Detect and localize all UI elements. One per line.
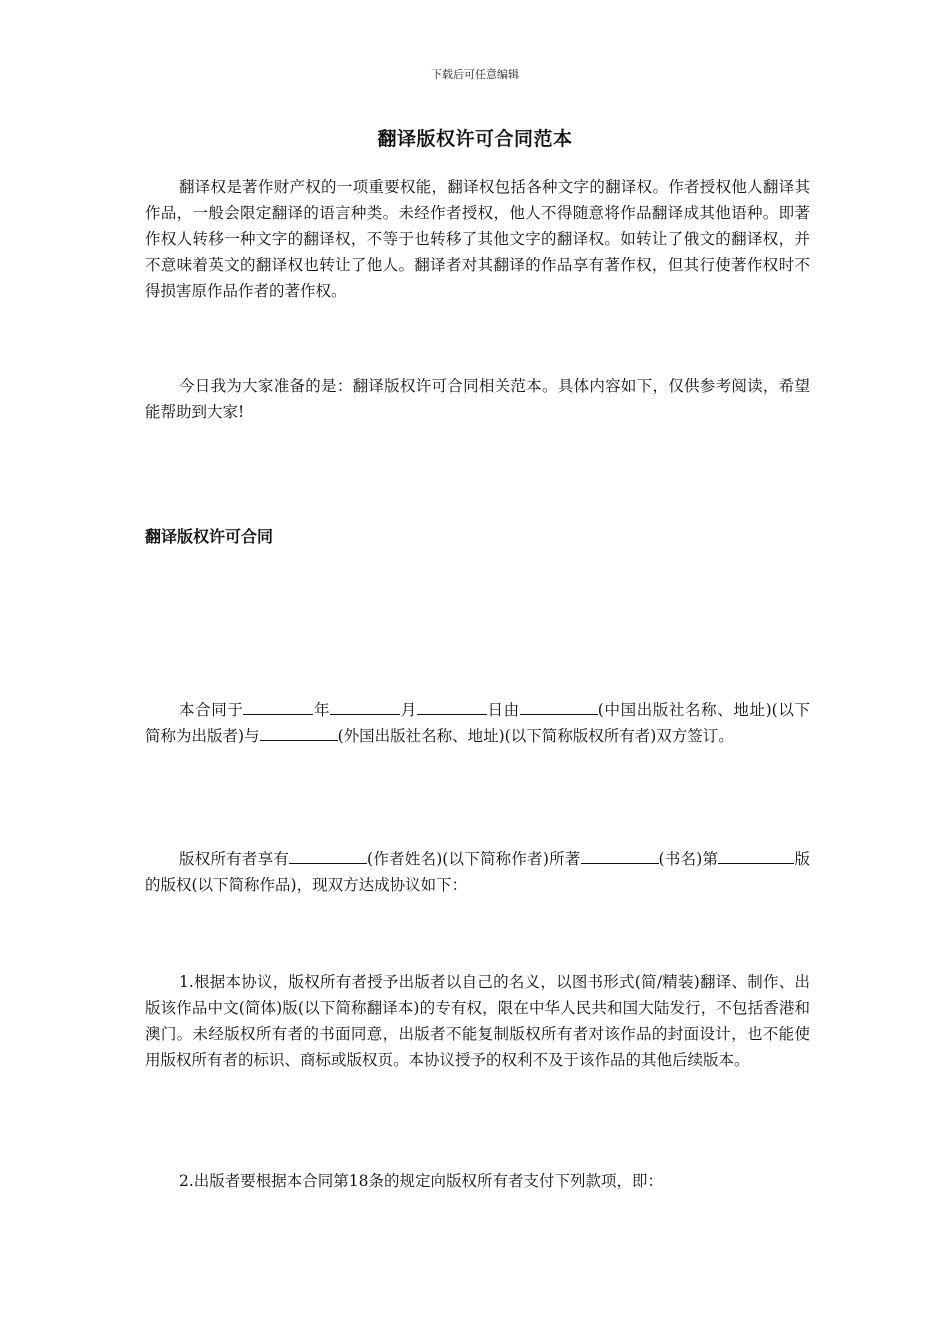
blank-field-chinese-publisher[interactable] xyxy=(520,700,598,715)
blank-field-edition[interactable] xyxy=(718,849,746,864)
blank-field-month[interactable] xyxy=(330,700,400,715)
blank-field-foreign-publisher[interactable] xyxy=(260,726,338,741)
blank-field-book-title[interactable] xyxy=(581,849,659,864)
text-segment: 本合同于 xyxy=(179,701,244,719)
text-segment: (中国出版社名称、地址)(以下简称为出版者)与 xyxy=(145,701,810,745)
contract-paragraph-copyright xyxy=(145,846,810,898)
text-segment: 年 xyxy=(313,701,331,719)
blank-field-author-name[interactable] xyxy=(289,849,367,864)
document-title: 翻译版权许可合同范本 xyxy=(377,128,573,150)
text-segment: (书名)第 xyxy=(658,850,719,868)
text-segment: (作者姓名)(以下简称作者)所著 xyxy=(367,850,581,868)
blank-field-edition-cont[interactable] xyxy=(746,849,794,864)
header-note: 下载后可任意编辑 xyxy=(431,68,519,81)
text-segment: 版的版权(以下简称作品)，现双方达成协议如下： xyxy=(145,850,810,894)
intro-paragraph-1: 翻译权是著作财产权的一项重要权能，翻译权包括各种文字的翻译权。作者授权他人翻译其作品，一般会限定翻译的语言种类。未经作者授权，他人不得随意将作品翻译成其他语种。即著作权人转移一种文字的翻译权，不等于也转移了其他文字的翻译权。如转让了俄文的翻译权，并不意味着英文的翻译权也转让了他人。翻译者对其翻译的作品享有著作权，但其行使著作权时不得损害原作品作者的著作权。 xyxy=(145,178,810,300)
blank-field-year[interactable] xyxy=(243,700,313,715)
contract-paragraph-parties xyxy=(145,697,810,749)
blank-field-day[interactable] xyxy=(417,700,487,715)
contract-clause-1: 1.根据本协议，版权所有者授予出版者以自己的名义，以图书形式(简/精装)翻译、制作、出版该作品中文(简体)版(以下简称翻译本)的专有权，限在中华人民共和国大陆发行，不包括香港和澳门。未经版权所有者的书面同意，出版者不能复制版权所有者对该作品的封面设计，也不能使用版权所有者的标识、商标或版权页。本协议授予的权利不及于该作品的其他后续版本。 xyxy=(145,973,810,1069)
text-segment: 版权所有者享有 xyxy=(179,850,290,868)
text-segment: (外国出版社名称、地址)(以下简称版权所有者)双方签订。 xyxy=(337,727,734,745)
section-title: 翻译版权许可合同 xyxy=(145,527,274,546)
text-segment: 月 xyxy=(400,701,417,719)
text-segment: 日由 xyxy=(486,701,520,719)
contract-clause-2: 2.出版者要根据本合同第18条的规定向版权所有者支付下列款项，即： xyxy=(179,1172,664,1190)
intro-paragraph-2: 今日我为大家准备的是：翻译版权许可合同相关范本。具体内容如下，仅供参考阅读，希望能帮助到大家! xyxy=(145,377,810,421)
